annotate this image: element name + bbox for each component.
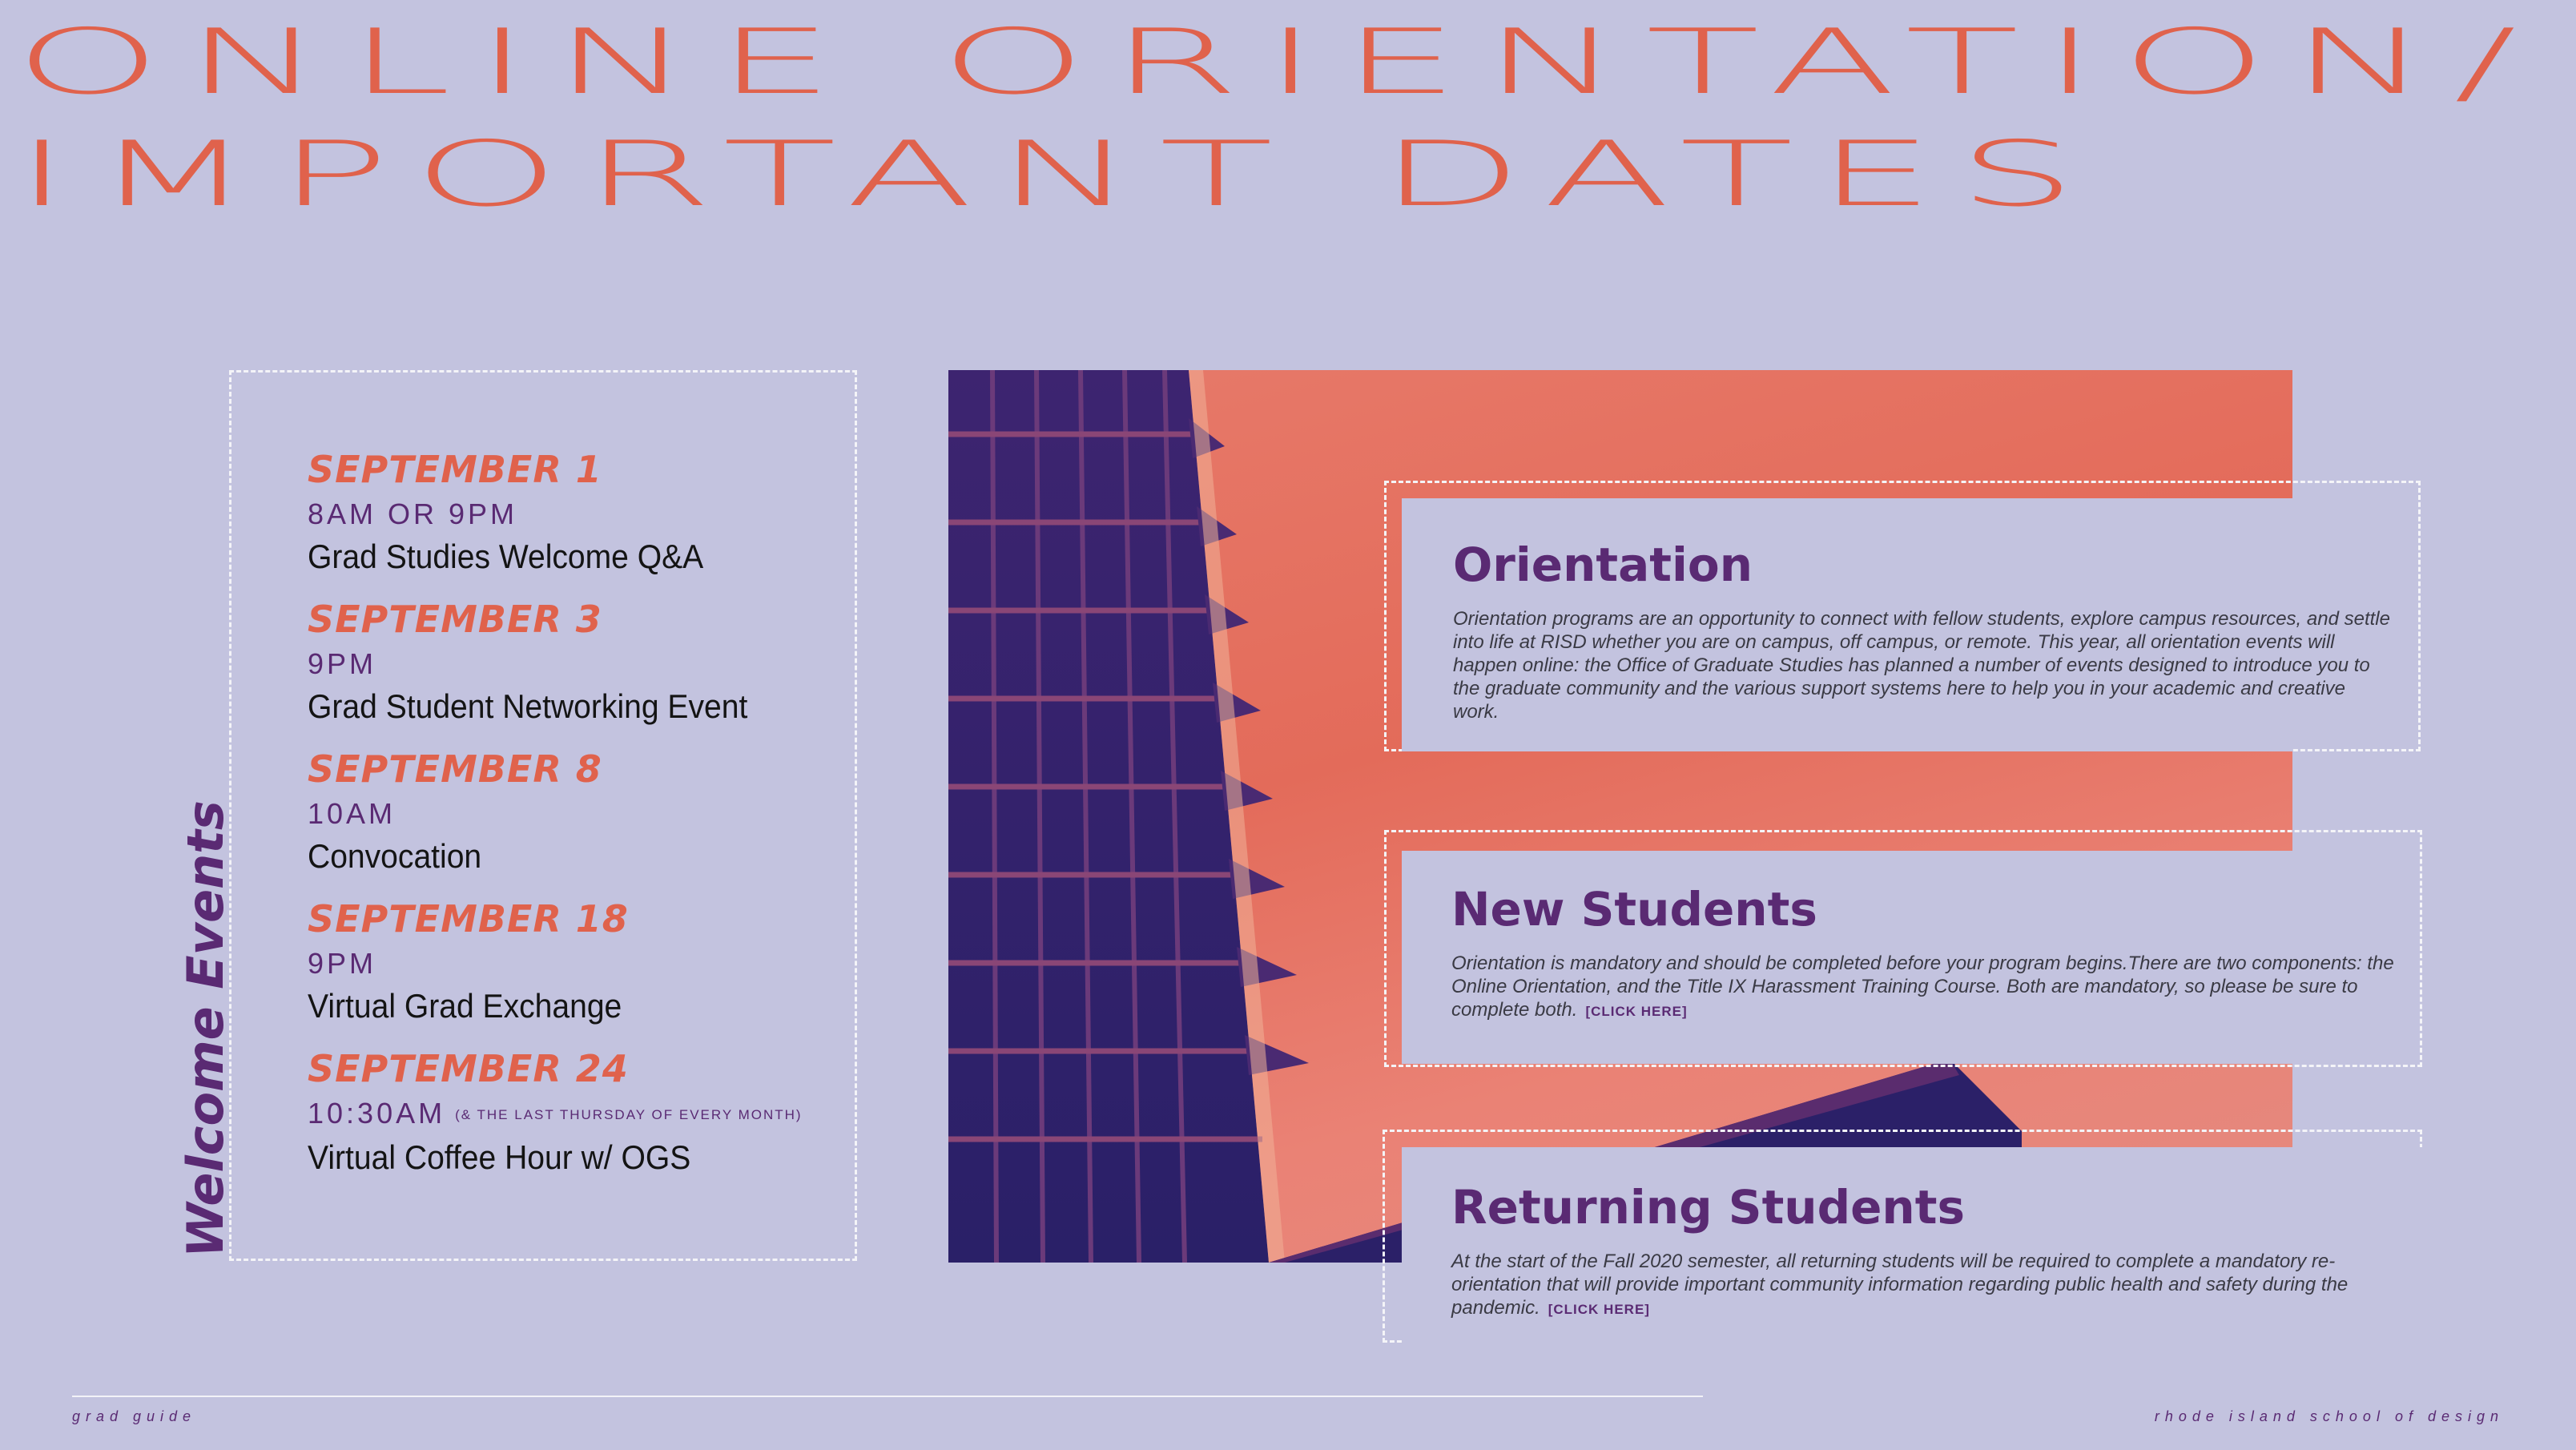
returning-students-click-here-link[interactable]: [CLICK HERE] [1548,1302,1650,1317]
event-date: SEPTEMBER 8 [308,747,602,791]
event-time-value: 9PM [308,647,377,680]
footer-left: grad guide [72,1408,197,1424]
returning-students-title: Returning Students [1451,1180,1965,1235]
new-students-body [1451,952,2413,1023]
new-students-click-here-link[interactable]: [CLICK HERE] [1585,1004,1688,1019]
event-time [308,1094,852,1135]
event-time-note: (& THE LAST THURSDAY OF EVERY MONTH) [455,1107,803,1123]
event-name: Grad Student Networking Event [308,687,748,725]
returning-students-section [1402,1147,2435,1347]
event-item [308,894,852,1029]
new-students-text: Orientation is mandatory and should be completed before your program begins.There are two components: the Online Orientation, and the Title IX Harassment Training Course. Both are mandatory, so please be sure to complete both. [1451,953,2394,1021]
orientation-section [1402,498,2390,751]
event-time-value: 10AM [308,797,396,830]
event-time [308,644,852,684]
event-date: SEPTEMBER 1 [308,448,602,491]
new-students-section [1402,851,2394,1064]
event-time [308,944,852,984]
event-date: SEPTEMBER 24 [308,1047,629,1090]
event-time-value: 8AM OR 9PM [308,497,518,530]
footer-right: rhode island school of design [2154,1408,2504,1424]
event-name: Convocation [308,837,482,875]
footer-divider [72,1396,1703,1397]
page-title-line-1: ONLINE ORIENTATION/ [14,10,2540,115]
event-item [308,594,852,729]
event-name: Virtual Coffee Hour w/ OGS [308,1138,691,1177]
event-time [308,794,852,834]
orientation-body: Orientation programs are an opportunity to connect with fellow students, explore campus resources, and settle into life at RISD whether you are on campus, off campus, or remote. This year, all orientation events will happen online: the Office of Graduate Studies has planned a number of events designed to introduce you to the graduate community and the various support systems here to help you in your academic and creative work. [1453,608,2390,723]
event-name: Grad Studies Welcome Q&A [308,538,704,575]
event-time-value: 10:30AM [308,1097,446,1130]
event-item [308,744,852,879]
new-students-title: New Students [1451,882,1817,936]
event-time-value: 9PM [308,947,377,980]
orientation-title: Orientation [1453,538,1753,592]
event-time [308,494,852,534]
returning-students-body [1451,1250,2413,1321]
returning-students-text: At the start of the Fall 2020 semester, all returning students will be required to complete a mandatory re-orientation that will provide important community information regarding public health and safety during the pandemic. [1451,1251,2349,1319]
welcome-events-heading: Welcome Events [176,800,235,1258]
page-title-line-2: IMPORTANT DATES [14,123,2100,227]
event-name: Virtual Grad Exchange [308,987,622,1025]
event-item [308,1044,852,1180]
event-date: SEPTEMBER 3 [308,598,602,641]
event-date: SEPTEMBER 18 [308,897,629,940]
events-list [308,445,852,1195]
event-item [308,445,852,579]
